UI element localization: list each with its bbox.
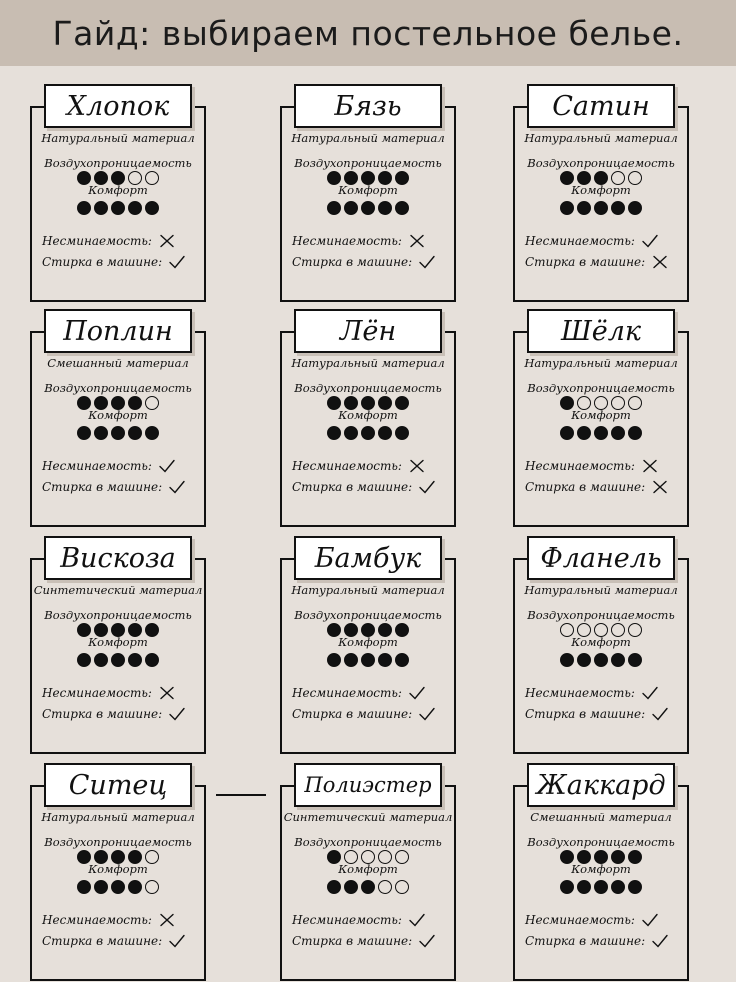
rating-dot (344, 880, 358, 894)
card-title: Вискоза (44, 536, 192, 580)
rating-dot (628, 880, 642, 894)
wrinkle-resistance-row (42, 685, 196, 701)
rating-dot (628, 426, 642, 440)
check-icon (418, 706, 436, 722)
wrinkle-resistance-row (292, 685, 446, 701)
check-icon (641, 685, 659, 701)
cross-icon (158, 685, 176, 701)
comfort-label: Комфорт (88, 183, 148, 197)
comfort-rating (32, 201, 204, 215)
material-type: Смешанный материал (47, 356, 189, 370)
rating-dot (560, 426, 574, 440)
wrinkle-resistance-row (42, 458, 196, 474)
cross-icon (408, 233, 426, 249)
material-type: Натуральный материал (291, 583, 445, 597)
card-title: Хлопок (44, 84, 192, 128)
rating-dot (611, 426, 625, 440)
rating-dot (145, 653, 159, 667)
wrinkle-label: Несминаемость: (42, 234, 152, 248)
wrinkle-label: Несминаемость: (292, 686, 402, 700)
air-label: Воздухопроницаемость (527, 608, 675, 622)
rating-dot (577, 201, 591, 215)
card-satin (513, 90, 689, 302)
check-icon (408, 912, 426, 928)
rating-dot (94, 880, 108, 894)
wash-label: Стирка в машине: (292, 480, 413, 494)
wrinkle-label: Несминаемость: (42, 686, 152, 700)
rating-dot (128, 426, 142, 440)
rating-dot (378, 653, 392, 667)
wash-label: Стирка в машине: (525, 255, 646, 269)
air-label: Воздухопроницаемость (44, 835, 192, 849)
material-type: Смешанный материал (530, 810, 672, 824)
rating-dot (577, 880, 591, 894)
rating-dot (128, 653, 142, 667)
rating-dot (145, 426, 159, 440)
material-type: Натуральный материал (524, 131, 678, 145)
comfort-rating (515, 201, 687, 215)
air-label: Воздухопроницаемость (44, 608, 192, 622)
card-title: Лён (294, 309, 442, 353)
comfort-label: Комфорт (571, 862, 631, 876)
wrinkle-resistance-row (292, 458, 446, 474)
card-bambuk (280, 542, 456, 754)
material-type: Натуральный материал (524, 356, 678, 370)
wash-label: Стирка в машине: (42, 934, 163, 948)
machine-wash-row (42, 933, 196, 949)
rating-dot (344, 653, 358, 667)
comfort-label: Комфорт (571, 408, 631, 422)
check-icon (641, 233, 659, 249)
rating-dot (594, 880, 608, 894)
card-title: Ситец (44, 763, 192, 807)
card-title: Бязь (294, 84, 442, 128)
comfort-label: Комфорт (88, 635, 148, 649)
rating-dot (361, 201, 375, 215)
material-type: Натуральный материал (291, 356, 445, 370)
rating-dot (594, 201, 608, 215)
check-icon (168, 706, 186, 722)
rating-dot (395, 880, 409, 894)
check-icon (158, 458, 176, 474)
rating-dot (344, 426, 358, 440)
rating-dot (111, 426, 125, 440)
machine-wash-row (42, 254, 196, 270)
rating-dot (111, 653, 125, 667)
check-icon (651, 933, 669, 949)
machine-wash-row (42, 479, 196, 495)
air-label: Воздухопроницаемость (294, 156, 442, 170)
air-label: Воздухопроницаемость (294, 381, 442, 395)
wrinkle-label: Несминаемость: (292, 913, 402, 927)
card-poliester (280, 773, 456, 981)
rating-dot (611, 880, 625, 894)
comfort-rating (32, 653, 204, 667)
wash-label: Стирка в машине: (525, 934, 646, 948)
wrinkle-resistance-row (42, 233, 196, 249)
machine-wash-row (292, 254, 446, 270)
check-icon (168, 479, 186, 495)
machine-wash-row (525, 479, 679, 495)
wrinkle-resistance-row (292, 912, 446, 928)
machine-wash-row (42, 706, 196, 722)
card-title: Шёлк (527, 309, 675, 353)
rating-dot (577, 426, 591, 440)
rating-dot (378, 201, 392, 215)
material-type: Синтетический материал (283, 810, 453, 824)
comfort-label: Комфорт (88, 408, 148, 422)
comfort-label: Комфорт (571, 183, 631, 197)
comfort-label: Комфорт (338, 862, 398, 876)
rating-dot (77, 426, 91, 440)
cross-icon (651, 479, 669, 495)
rating-dot (628, 653, 642, 667)
wrinkle-label: Несминаемость: (42, 459, 152, 473)
card-title: Полиэстер (294, 763, 442, 807)
title-banner (0, 0, 736, 66)
material-type: Натуральный материал (291, 131, 445, 145)
comfort-label: Комфорт (338, 183, 398, 197)
wrinkle-resistance-row (525, 458, 679, 474)
wrinkle-resistance-row (292, 233, 446, 249)
air-label: Воздухопроницаемость (44, 381, 192, 395)
connector-line (216, 794, 266, 796)
card-viskoza (30, 542, 206, 754)
wash-label: Стирка в машине: (292, 707, 413, 721)
rating-dot (378, 426, 392, 440)
material-type: Натуральный материал (41, 810, 195, 824)
cross-icon (158, 912, 176, 928)
card-title: Фланель (527, 536, 675, 580)
rating-dot (344, 201, 358, 215)
rating-dot (611, 653, 625, 667)
card-khlopok (30, 90, 206, 302)
rating-dot (628, 201, 642, 215)
card-poplin (30, 315, 206, 527)
wrinkle-resistance-row (42, 912, 196, 928)
rating-dot (77, 653, 91, 667)
comfort-label: Комфорт (571, 635, 631, 649)
check-icon (168, 933, 186, 949)
card-byaz (280, 90, 456, 302)
machine-wash-row (525, 933, 679, 949)
check-icon (418, 933, 436, 949)
card-zhakkard (513, 769, 689, 981)
rating-dot (395, 201, 409, 215)
check-icon (418, 254, 436, 270)
rating-dot (145, 201, 159, 215)
card-title: Бамбук (294, 536, 442, 580)
air-label: Воздухопроницаемость (527, 156, 675, 170)
wrinkle-label: Несминаемость: (525, 913, 635, 927)
wrinkle-resistance-row (525, 912, 679, 928)
card-shyolk (513, 315, 689, 527)
comfort-rating (515, 426, 687, 440)
material-type: Синтетический материал (33, 583, 203, 597)
rating-dot (594, 426, 608, 440)
machine-wash-row (525, 706, 679, 722)
wash-label: Стирка в машине: (42, 480, 163, 494)
wrinkle-label: Несминаемость: (525, 459, 635, 473)
comfort-rating (282, 880, 454, 894)
comfort-rating (515, 653, 687, 667)
rating-dot (395, 426, 409, 440)
comfort-rating (515, 880, 687, 894)
rating-dot (560, 201, 574, 215)
machine-wash-row (292, 706, 446, 722)
wash-label: Стирка в машине: (42, 255, 163, 269)
wash-label: Стирка в машине: (42, 707, 163, 721)
rating-dot (111, 880, 125, 894)
card-sitets (30, 769, 206, 981)
rating-dot (378, 880, 392, 894)
material-type: Натуральный материал (524, 583, 678, 597)
comfort-label: Комфорт (88, 862, 148, 876)
rating-dot (327, 653, 341, 667)
comfort-label: Комфорт (338, 635, 398, 649)
comfort-rating (282, 426, 454, 440)
check-icon (641, 912, 659, 928)
card-title: Жаккард (527, 763, 675, 807)
rating-dot (560, 880, 574, 894)
rating-dot (94, 653, 108, 667)
card-lyon (280, 315, 456, 527)
comfort-rating (32, 880, 204, 894)
wash-label: Стирка в машине: (525, 707, 646, 721)
cross-icon (651, 254, 669, 270)
air-label: Воздухопроницаемость (44, 156, 192, 170)
air-label: Воздухопроницаемость (294, 608, 442, 622)
machine-wash-row (525, 254, 679, 270)
page-title: Гайд: выбираем постельное белье. (52, 13, 684, 53)
rating-dot (361, 880, 375, 894)
rating-dot (77, 880, 91, 894)
cross-icon (158, 233, 176, 249)
air-label: Воздухопроницаемость (294, 835, 442, 849)
rating-dot (560, 653, 574, 667)
air-label: Воздухопроницаемость (527, 835, 675, 849)
air-label: Воздухопроницаемость (527, 381, 675, 395)
card-flanel (513, 542, 689, 754)
rating-dot (594, 653, 608, 667)
rating-dot (94, 201, 108, 215)
rating-dot (128, 201, 142, 215)
rating-dot (128, 880, 142, 894)
cross-icon (641, 458, 659, 474)
check-icon (408, 685, 426, 701)
machine-wash-row (292, 479, 446, 495)
wrinkle-label: Несминаемость: (525, 234, 635, 248)
cross-icon (408, 458, 426, 474)
rating-dot (395, 653, 409, 667)
rating-dot (77, 201, 91, 215)
card-title: Сатин (527, 84, 675, 128)
rating-dot (327, 880, 341, 894)
check-icon (168, 254, 186, 270)
check-icon (651, 706, 669, 722)
rating-dot (361, 426, 375, 440)
rating-dot (361, 653, 375, 667)
rating-dot (611, 201, 625, 215)
wash-label: Стирка в машине: (292, 255, 413, 269)
machine-wash-row (292, 933, 446, 949)
check-icon (418, 479, 436, 495)
wrinkle-label: Несминаемость: (292, 459, 402, 473)
wrinkle-label: Несминаемость: (525, 686, 635, 700)
rating-dot (111, 201, 125, 215)
rating-dot (94, 426, 108, 440)
comfort-rating (282, 201, 454, 215)
wash-label: Стирка в машине: (525, 480, 646, 494)
card-title: Поплин (44, 309, 192, 353)
wrinkle-resistance-row (525, 685, 679, 701)
wrinkle-label: Несминаемость: (42, 913, 152, 927)
rating-dot (145, 880, 159, 894)
comfort-rating (32, 426, 204, 440)
wrinkle-resistance-row (525, 233, 679, 249)
comfort-rating (282, 653, 454, 667)
rating-dot (577, 653, 591, 667)
comfort-label: Комфорт (338, 408, 398, 422)
material-type: Натуральный материал (41, 131, 195, 145)
wrinkle-label: Несминаемость: (292, 234, 402, 248)
rating-dot (327, 201, 341, 215)
wash-label: Стирка в машине: (292, 934, 413, 948)
rating-dot (327, 426, 341, 440)
